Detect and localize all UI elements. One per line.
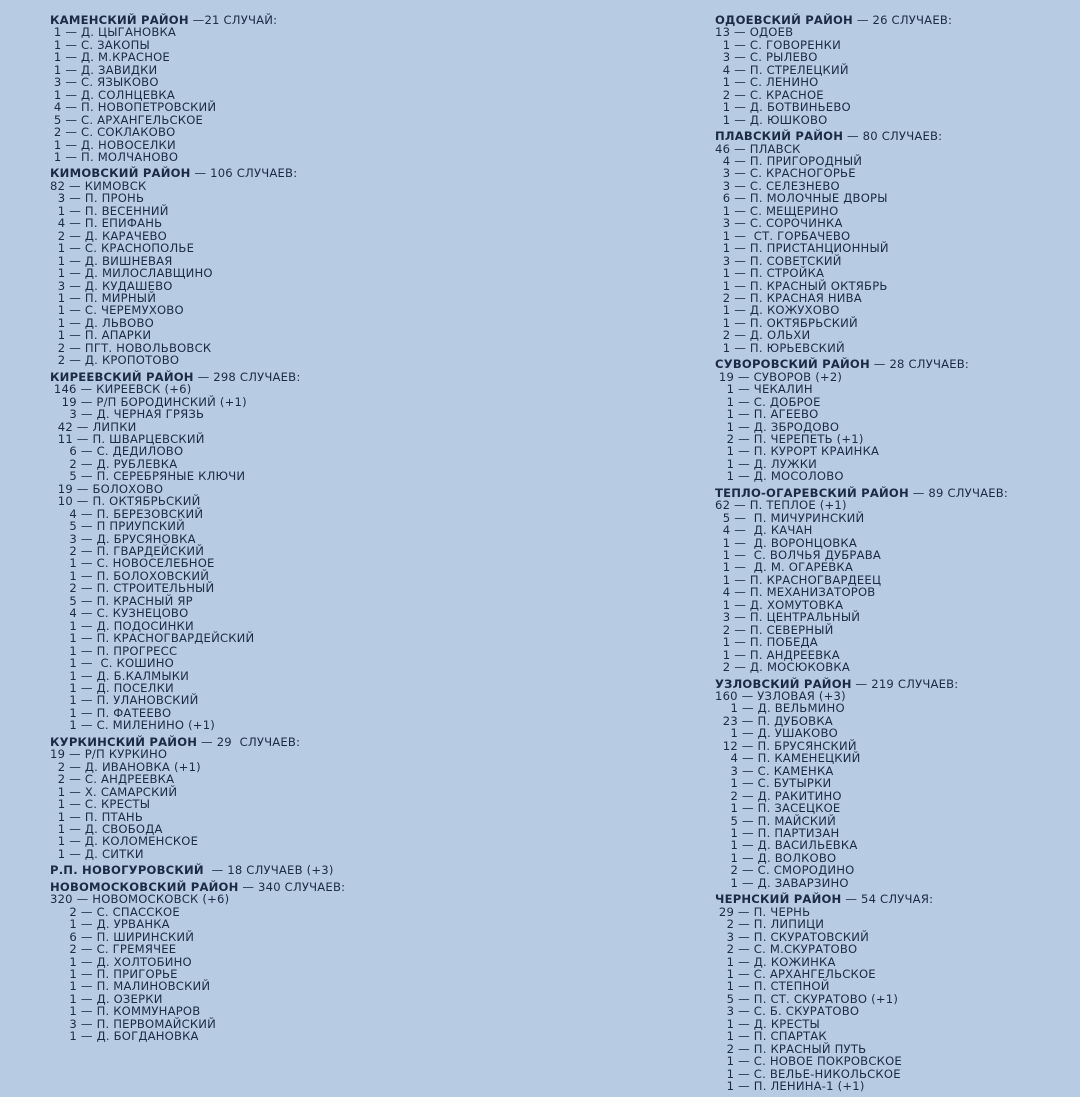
settlement-case-line: 13 — ОДОЕВ xyxy=(715,25,794,40)
settlement-case-line: 1 — П. КОММУНАРОВ xyxy=(50,1004,201,1019)
district-name: ПЛАВСКИЙ РАЙОН xyxy=(715,129,844,144)
settlement-case-line: 1 — С. ВОЛЧЬЯ ДУБРАВА xyxy=(715,548,881,563)
settlement-case-line: 4 — П. МЕХАНИЗАТОРОВ xyxy=(715,585,876,600)
settlement-case-line: 1 — Д. СИТКИ xyxy=(50,846,144,861)
settlement-case-line: 1 — Д. КРЕСТЫ xyxy=(715,1016,820,1031)
settlement-case-line: 1 — Д. ХОМУТОВКА xyxy=(715,597,844,612)
settlement-case-line: 1 — П. СПАРТАК xyxy=(715,1029,827,1044)
settlement-case-line: 2 — Д. РУБЛЕВКА xyxy=(50,456,178,471)
settlement-case-line: 19 — Р/П КУРКИНО xyxy=(50,747,168,762)
settlement-case-line: 3 — П. СКУРАТОВСКИЙ xyxy=(715,929,870,944)
settlement-case-line: 1 — Д. ВОРОНЦОВКА xyxy=(715,535,857,550)
settlement-case-line: 1 — С. БУТЫРКИ xyxy=(715,776,832,791)
settlement-case-line: 10 — П. ОКТЯБРЬСКИЙ xyxy=(50,494,201,509)
settlement-case-line: 12 — П. БРУСЯНСКИЙ xyxy=(715,738,857,753)
district-case-count: — 80 СЛУЧАЕВ: xyxy=(843,129,943,144)
settlement-case-line: 2 — П. КРАСНАЯ НИВА xyxy=(715,290,862,305)
settlement-case-line: 1 — С. ДОБРОЕ xyxy=(715,394,821,409)
settlement-case-line: 5 — П. КРАСНЫЙ ЯР xyxy=(50,593,193,608)
settlement-case-line: 1 — П. БОЛОХОВСКИЙ xyxy=(50,568,210,583)
settlement-case-line: 2 — Д. ИВАНОВКА (+1) xyxy=(50,759,201,774)
settlement-case-line: 6 — П. ШИРИНСКИЙ xyxy=(50,929,195,944)
district-title xyxy=(50,864,345,876)
settlement-case-line: 3 — Д. БРУСЯНОВКА xyxy=(50,531,196,546)
settlement-case-line: 2 — П. КРАСНЫЙ ПУТЬ xyxy=(715,1041,867,1056)
district-block xyxy=(715,358,1008,483)
settlement-case-line: 1 — С. КРЕСТЫ xyxy=(50,797,151,812)
settlement-case-line: 2 — П. СЕВЕРНЫЙ xyxy=(715,622,834,637)
district-name: УЗЛОВСКИЙ РАЙОН xyxy=(715,676,852,691)
settlement-case-line: 6 — П. МОЛОЧНЫЕ ДВОРЫ xyxy=(715,191,888,206)
settlement-case-line: 4 — Д. КАЧАН xyxy=(715,523,813,538)
settlement-case-line: 1 — П. АПАРКИ xyxy=(50,328,152,343)
settlement-case-line: 2 — Д. РАКИТИНО xyxy=(715,788,842,803)
settlement-case-line: 1 — Д. КОЛОМЕНСКОЕ xyxy=(50,834,199,849)
settlement-case-line: 1 — П. КУРОРТ КРАИНКА xyxy=(715,444,880,459)
settlement-case-line: 1 — Д. ВОЛКОВО xyxy=(715,850,837,865)
settlement-case-line: 1 — П. ПТАНЬ xyxy=(50,809,144,824)
settlement-case-line: 6 — С. ДЕДИЛОВО xyxy=(50,444,184,459)
settlement-case-line: 1 — С. МИЛЕНИНО (+1) xyxy=(50,718,216,733)
settlement-case-line: 11 — П. ШВАРЦЕВСКИЙ xyxy=(50,431,205,446)
district-block xyxy=(50,14,345,163)
settlement-case-line: 1 — Д. БОТВИНЬЕВО xyxy=(715,100,851,115)
settlement-case-line: 1 — П. ПРОГРЕСС xyxy=(50,643,178,658)
settlement-case-line: 1 — П. УЛАНОВСКИЙ xyxy=(50,693,199,708)
settlement-case-line: 3 — С. Б. СКУРАТОВО xyxy=(715,1004,860,1019)
district-block xyxy=(50,881,345,1043)
settlement-case-line: 1 — С. ЧЕРЕМУХОВО xyxy=(50,303,184,318)
district-block xyxy=(50,736,345,861)
settlement-case-line: 1 — Д. ПОСЕЛКИ xyxy=(50,681,174,696)
settlement-case-line: 1 — Д. КОЖУХОВО xyxy=(715,303,840,318)
settlement-case-line: 1 — Д. Б.КАЛМЫКИ xyxy=(50,668,190,683)
settlement-case-line: 1 — Д. МОСОЛОВО xyxy=(715,469,844,484)
settlement-case-line: 1 — Х. САМАРСКИЙ xyxy=(50,784,178,799)
settlement-case-line: 2 — Д. ОЛЬХИ xyxy=(715,328,811,343)
district-name: Р.П. НОВОГУРОВСКИЙ xyxy=(50,863,204,878)
settlement-case-line: 1 — Д. СВОБОДА xyxy=(50,822,163,836)
settlement-case-line: 5 — П. СЕРЕБРЯНЫЕ КЛЮЧИ xyxy=(50,469,246,484)
settlement-case-line: 1 — П. МИРНЫЙ xyxy=(50,290,157,305)
district-block xyxy=(50,864,345,876)
district-block xyxy=(715,487,1008,674)
settlement-case-line: 1 — Д. ПОДОСИНКИ xyxy=(50,618,194,633)
district-title xyxy=(715,130,1008,142)
district-block xyxy=(715,893,1008,1092)
settlement-case-line: 5 — П ПРИУПСКИЙ xyxy=(50,519,186,534)
settlement-case-line: 3 — Д. ЧЕРНАЯ ГРЯЗЬ xyxy=(50,407,205,422)
settlement-case-line: 4 — П. НОВОПЕТРОВСКИЙ xyxy=(50,100,217,115)
settlement-case-line: 1 — С. АРХАНГЕЛЬСКОЕ xyxy=(715,966,876,981)
settlement-case-line: 1 — Д. ХОЛТОБИНО xyxy=(50,954,192,969)
district-name: ЧЕРНСКИЙ РАЙОН xyxy=(715,892,842,907)
settlement-case-line: 42 — ЛИПКИ xyxy=(50,419,137,434)
settlement-case-line: 1 — Д. ЛУЖКИ xyxy=(715,456,817,471)
district-block xyxy=(715,678,1008,890)
settlement-case-line: 3 — П. ЦЕНТРАЛЬНЫЙ xyxy=(715,610,861,625)
settlement-case-line: 1 — Д. ОЗЕРКИ xyxy=(50,991,163,1006)
settlement-case-line: 1 — С. НОВОСЕЛЕБНОЕ xyxy=(50,556,215,571)
settlement-case-line: 1 — Д. ЛЬВОВО xyxy=(50,315,154,330)
settlement-case-line: 1 — СТ. ГОРБАЧЕВО xyxy=(715,228,851,243)
settlement-case-line: 2 — П. ЛИПИЦИ xyxy=(715,917,825,932)
settlement-case-line: 1 — Д. ВИШНЕВАЯ xyxy=(50,253,173,268)
settlement-case-line: 1 — Д. ВЕЛЬМИНО xyxy=(715,701,845,716)
settlement-case-line: 2 — ПГТ. НОВОЛЬВОВСК xyxy=(50,340,212,355)
settlement-case-line: 1 — Д. БОГДАНОВКА xyxy=(50,1029,199,1044)
settlement-case-line: 2 — П. ЧЕРЕПЕТЬ (+1) xyxy=(715,431,864,446)
settlement-case-line: 3 — П. СОВЕТСКИЙ xyxy=(715,253,842,268)
settlement-case-line: 1 — П. АНДРЕЕВКА xyxy=(715,647,840,662)
settlement-case-line: 1 — П. ПОБЕДА xyxy=(715,635,818,650)
district-case-count: — 298 СЛУЧАЕВ: xyxy=(193,369,301,384)
settlement-case-line: 2 — С. АНДРЕЕВКА xyxy=(50,772,175,787)
settlement-case-line: 82 — КИМОВСК xyxy=(50,178,147,193)
district-case-count: — 219 СЛУЧАЕВ: xyxy=(851,676,959,691)
settlement-case-line: 1 — П. ОКТЯБРЬСКИЙ xyxy=(715,315,858,330)
settlement-case-line: 1 — П. ПАРТИЗАН xyxy=(715,826,840,840)
settlement-case-line: 5 — П. МИЧУРИНСКИЙ xyxy=(715,510,865,525)
settlement-case-line: 2 — С. СПАССКОЕ xyxy=(50,904,180,919)
settlement-case-line: 1 — П. СТРОЙКА xyxy=(715,266,825,281)
district-case-count: — 106 СЛУЧАЕВ: xyxy=(190,166,298,181)
settlement-case-line: 2 — Д. КРОПОТОВО xyxy=(50,353,180,368)
settlement-case-line: 1 — П. ПРИГОРЬЕ xyxy=(50,966,178,981)
settlement-case-line: 3 — П. ПЕРВОМАЙСКИЙ xyxy=(50,1016,217,1031)
settlement-case-line: 1 — Д. НОВОСЕЛКИ xyxy=(50,137,176,152)
district-title xyxy=(715,358,1008,370)
settlement-case-line: 1 — С. ГОВОРЕНКИ xyxy=(715,37,841,52)
settlement-case-line: 23 — П. ДУБОВКА xyxy=(715,713,833,728)
settlement-case-line: 3 — С. СОРОЧИНКА xyxy=(715,216,843,231)
settlement-case-line: 3 — С. РЫЛЕВО xyxy=(715,50,818,65)
settlement-case-line: 1 — Д. УШАКОВО xyxy=(715,726,838,741)
settlement-case-line: 1 — П. МАЛИНОВСКИЙ xyxy=(50,979,211,994)
settlement-case-line: 5 — П. МАЙСКИЙ xyxy=(715,813,837,828)
settlement-case-line: 3 — С. КРАСНОГОРЬЕ xyxy=(715,166,856,181)
district-name: КАМЕНСКИЙ РАЙОН xyxy=(50,13,189,27)
district-block xyxy=(715,130,1008,354)
settlement-case-line: 5 — П. СТ. СКУРАТОВО (+1) xyxy=(715,991,899,1006)
settlement-case-line: 19 — БОЛОХОВО xyxy=(50,481,164,496)
settlement-case-line: 1 — П. АГЕЕВО xyxy=(715,407,819,422)
settlement-case-line: 2 — С. СОКЛАКОВО xyxy=(50,125,176,140)
settlement-case-line: 1 — П. ЛЕНИНА-1 (+1) xyxy=(715,1079,865,1094)
settlement-case-line: 320 — НОВОМОСКОВСК (+6) xyxy=(50,892,230,907)
district-case-count: — 26 СЛУЧАЕВ: xyxy=(852,13,953,27)
settlement-case-line: 1 — Д. СОЛНЦЕВКА xyxy=(50,87,175,102)
settlement-case-line: 1 — П. ПРИСТАНЦИОННЫЙ xyxy=(715,241,889,256)
settlement-case-line: 1 — Д. М.КРАСНОЕ xyxy=(50,50,170,65)
settlement-case-line: 3 — П. ПРОНЬ xyxy=(50,191,145,206)
right-column xyxy=(715,14,1008,1097)
settlement-case-line: 4 — П. БЕРЕЗОВСКИЙ xyxy=(50,506,204,521)
settlement-case-line: 1 — Д. КОЖИНКА xyxy=(715,954,836,969)
settlement-case-line: 1 — С. МЕЩЕРИНО xyxy=(715,203,839,218)
settlement-case-line: 19 — Р/П БОРОДИНСКИЙ (+1) xyxy=(50,394,247,409)
settlement-case-line: 1 — С. КРАСНОПОЛЬЕ xyxy=(50,241,195,256)
settlement-case-line: 1 — П. СТЕПНОЙ xyxy=(715,979,830,994)
settlement-case-line: 4 — С. КУЗНЕЦОВО xyxy=(50,606,189,621)
district-case-count: — 28 СЛУЧАЕВ: xyxy=(869,357,970,372)
settlement-case-line: 1 — П. ЗАСЕЦКОЕ xyxy=(715,801,841,816)
district-title xyxy=(715,893,1008,905)
district-case-count: —21 СЛУЧАЙ: xyxy=(188,13,278,27)
settlement-case-line: 1 — П. ВЕСЕННИЙ xyxy=(50,203,169,218)
settlement-case-line: 1 — Д. ЮШКОВО xyxy=(715,112,828,127)
settlement-case-line: 1 — С. ВЕЛЬЕ-НИКОЛЬСКОЕ xyxy=(715,1066,901,1081)
settlement-case-line: 29 — П. ЧЕРНЬ xyxy=(715,904,811,919)
settlement-case-line: 1 — ЧЕКАЛИН xyxy=(715,382,813,397)
settlement-case-line: 2 — С. КРАСНОЕ xyxy=(715,87,824,102)
settlement-case-line: 5 — С. АРХАНГЕЛЬСКОЕ xyxy=(50,112,204,127)
district-name: ОДОЕВСКИЙ РАЙОН xyxy=(715,13,853,27)
district-case-count: — 89 СЛУЧАЕВ: xyxy=(908,485,1009,500)
left-column xyxy=(50,14,345,1047)
settlement-case-line: 1 — Д. ЦЫГАНОВКА xyxy=(50,25,177,40)
settlement-case-line: 2 — Д. МОСЮКОВКА xyxy=(715,660,850,675)
settlement-case-line: 1 — Д. ЗБРОДОВО xyxy=(715,419,840,434)
settlement-case-line: 3 — С. КАМЕНКА xyxy=(715,763,834,778)
settlement-case-line: 2 — Д. КАРАЧЕВО xyxy=(50,228,167,243)
settlement-case-line: 2 — П. ГВАРДЕЙСКИЙ xyxy=(50,544,205,559)
settlement-case-line: 3 — С. ЯЗЫКОВО xyxy=(50,75,159,90)
settlement-case-line: 4 — П. ПРИГОРОДНЫЙ xyxy=(715,153,863,168)
settlement-case-line: 1 — Д. УРВАНКА xyxy=(50,917,170,932)
district-name: КУРКИНСКИЙ РАЙОН xyxy=(50,734,198,749)
settlement-case-line: 2 — П. СТРОИТЕЛЬНЫЙ xyxy=(50,581,215,596)
settlement-case-line: 1 — П. КРАСНОГВАРДЕЕЦ xyxy=(715,572,882,587)
district-name: ТЕПЛО-ОГАРЕВСКИЙ РАЙОН xyxy=(715,485,909,500)
settlement-case-line: 2 — С. М.СКУРАТОВО xyxy=(715,942,858,957)
settlement-case-line: 1 — П. ЮРЬЕВСКИЙ xyxy=(715,340,845,355)
settlement-case-line: 4 — П. СТРЕЛЕЦКИЙ xyxy=(715,62,849,77)
settlement-case-line: 1 — Д. М. ОГАРЕВКА xyxy=(715,560,853,575)
settlement-case-line: 3 — Д. КУДАШЕВО xyxy=(50,278,173,293)
settlement-case-line: 1 — С. КОШИНО xyxy=(50,656,174,671)
settlement-case-line: 46 — ПЛАВСК xyxy=(715,141,801,156)
settlement-case-line: 1 — Д. ЗАВИДКИ xyxy=(50,62,158,77)
settlement-case-line: 1 — Д. ВАСИЛЬЕВКА xyxy=(715,838,858,853)
settlement-case-line: 1 — П. МОЛЧАНОВО xyxy=(50,149,179,164)
district-case-count: — 18 СЛУЧАЕВ (+3) xyxy=(203,863,334,878)
settlement-case-line: 4 — П. КАМЕНЕЦКИЙ xyxy=(715,751,861,766)
district-block xyxy=(50,371,345,732)
district-name: КИМОВСКИЙ РАЙОН xyxy=(50,166,191,181)
settlement-case-line: 62 — П. ТЕПЛОЕ (+1) xyxy=(715,498,847,513)
settlement-case-line: 3 — С. СЕЛЕЗНЕВО xyxy=(715,178,840,193)
settlement-case-line: 2 — С. ГРЕМЯЧЕЕ xyxy=(50,942,177,957)
settlement-case-line: 1 — П. ФАТЕЕВО xyxy=(50,705,172,720)
district-block xyxy=(715,14,1008,126)
district-case-count: — 340 СЛУЧАЕВ: xyxy=(238,879,346,894)
settlement-case-line: 4 — П. ЕПИФАНЬ xyxy=(50,216,163,231)
settlement-case-line: 1 — Д. ЗАВАРЗИНО xyxy=(715,875,849,890)
settlement-case-line: 160 — УЗЛОВАЯ (+3) xyxy=(715,689,846,704)
district-block xyxy=(50,167,345,366)
district-name: СУВОРОВСКИЙ РАЙОН xyxy=(715,357,870,372)
settlement-case-line: 2 — С. СМОРОДИНО xyxy=(715,863,855,878)
settlement-case-line: 19 — СУВОРОВ (+2) xyxy=(715,369,843,384)
district-case-count: — 29 СЛУЧАЕВ: xyxy=(197,734,301,749)
settlement-case-line: 1 — П. КРАСНОГВАРДЕЙСКИЙ xyxy=(50,631,255,646)
district-case-count: — 54 СЛУЧАЯ: xyxy=(841,892,934,907)
settlement-case-line: 1 — С. ЗАКОПЫ xyxy=(50,37,150,52)
settlement-case-line: 146 — КИРЕЕВСК (+6) xyxy=(50,382,192,397)
settlement-case-line: 1 — Д. МИЛОСЛАВЩИНО xyxy=(50,266,213,281)
district-name: КИРЕЕВСКИЙ РАЙОН xyxy=(50,369,194,384)
district-name: НОВОМОСКОВСКИЙ РАЙОН xyxy=(50,879,239,894)
settlement-case-line: 1 — С. НОВОЕ ПОКРОВСКОЕ xyxy=(715,1054,902,1069)
settlement-case-line: 1 — С. ЛЕНИНО xyxy=(715,75,819,90)
settlement-case-line: 1 — П. КРАСНЫЙ ОКТЯБРЬ xyxy=(715,278,888,293)
